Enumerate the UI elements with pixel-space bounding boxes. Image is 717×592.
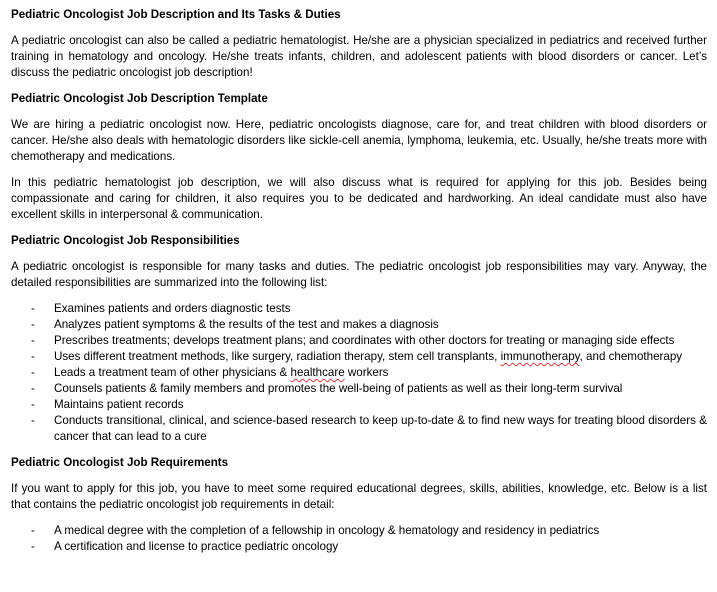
dash-bullet: -: [31, 382, 35, 395]
dash-bullet: -: [31, 540, 35, 553]
requirements-list: [11, 523, 707, 555]
list-item-text: Conducts transitional, clinical, and science-based research to keep up-to-date & to find new ways for treating blood disorders & cancer that can lead to a cure: [54, 414, 707, 443]
list-item-text: Examines patients and orders diagnostic tests: [54, 302, 291, 315]
intro-paragraph: A pediatric oncologist can also be called a pediatric hematologist. He/she are a physician specialized in pediatrics and received further training in hematology and oncology. He/she treats infants, children, and adolescent patients with blood disorders or cancer. Let’s discuss the pediatric oncologist job description!: [11, 34, 707, 79]
list-item-text: A medical degree with the completion of a fellowship in oncology & hematology and residency in pediatrics: [54, 524, 600, 537]
list-item: [11, 317, 707, 333]
responsibilities-heading: Pediatric Oncologist Job Responsibilities: [11, 234, 240, 247]
dash-bullet: -: [31, 524, 35, 537]
list-item-text: Prescribes treatments; develops treatment plans; and coordinates with other doctors for treating or managing side effects: [54, 334, 675, 347]
dash-bullet: -: [31, 334, 35, 347]
template-paragraph-2: In this pediatric hematologist job description, we will also discuss what is required for applying for this job. Besides being compassionate and caring for children, it also requires you to be dedicated and hardworking. An ideal candidate must also have excellent skills in interpersonal & communication.: [11, 176, 707, 221]
list-item-text: [54, 366, 388, 379]
list-item-text: [54, 350, 682, 363]
list-item: [11, 523, 707, 539]
dash-bullet: -: [31, 398, 35, 411]
list-item: [11, 397, 707, 413]
dash-bullet: -: [31, 350, 35, 363]
list-item: [11, 539, 707, 555]
dash-bullet: -: [31, 318, 35, 331]
list-item-text: A certification and license to practice pediatric oncology: [54, 540, 339, 553]
list-item-text-part: Uses different treatment methods, like surgery, radiation therapy, stem cell transplants,: [54, 350, 501, 363]
responsibilities-paragraph: A pediatric oncologist is responsible for many tasks and duties. The pediatric oncologist job responsibilities may vary. Anyway, the detailed responsibilities are summarized into the following list:: [11, 260, 707, 289]
requirements-heading: Pediatric Oncologist Job Requirements: [11, 456, 229, 469]
dash-bullet: -: [31, 302, 35, 315]
list-item-text: Analyzes patient symptoms & the results of the test and makes a diagnosis: [54, 318, 439, 331]
template-paragraph-1: We are hiring a pediatric oncologist now. Here, pediatric oncologists diagnose, care for, and treat children with blood disorders or cancer. He/she also deals with hematologic disorders like sickle-cell anemia, lymphoma, leukemia, etc. Usually, he/she treats more with chemotherapy and medications.: [11, 118, 707, 163]
list-item-text-part: , and chemotherapy: [579, 350, 683, 363]
list-item: [11, 413, 707, 445]
list-item-text: Maintains patient records: [54, 398, 184, 411]
template-heading: Pediatric Oncologist Job Description Template: [11, 92, 268, 105]
list-item-text-part: Leads a treatment team of other physicians &: [54, 366, 291, 379]
list-item: [11, 301, 707, 317]
list-item: [11, 365, 707, 381]
list-item: [11, 349, 707, 365]
document-body: [11, 7, 707, 565]
dash-bullet: -: [31, 414, 35, 427]
responsibilities-list: [11, 301, 707, 445]
dash-bullet: -: [31, 366, 35, 379]
list-item-text: Counsels patients & family members and promotes the well-being of patients as well as their long-term survival: [54, 382, 623, 395]
list-item: [11, 333, 707, 349]
list-item: [11, 381, 707, 397]
requirements-paragraph: If you want to apply for this job, you have to meet some required educational degrees, skills, abilities, knowledge, etc. Below is a list that contains the pediatric oncologist job requirements in detail:: [11, 482, 707, 511]
spellcheck-word[interactable]: healthcare: [290, 366, 345, 379]
list-item-text-part: workers: [344, 366, 389, 379]
spellcheck-word[interactable]: immunotherapy: [500, 350, 580, 363]
intro-heading: Pediatric Oncologist Job Description and Its Tasks & Duties: [11, 8, 341, 21]
